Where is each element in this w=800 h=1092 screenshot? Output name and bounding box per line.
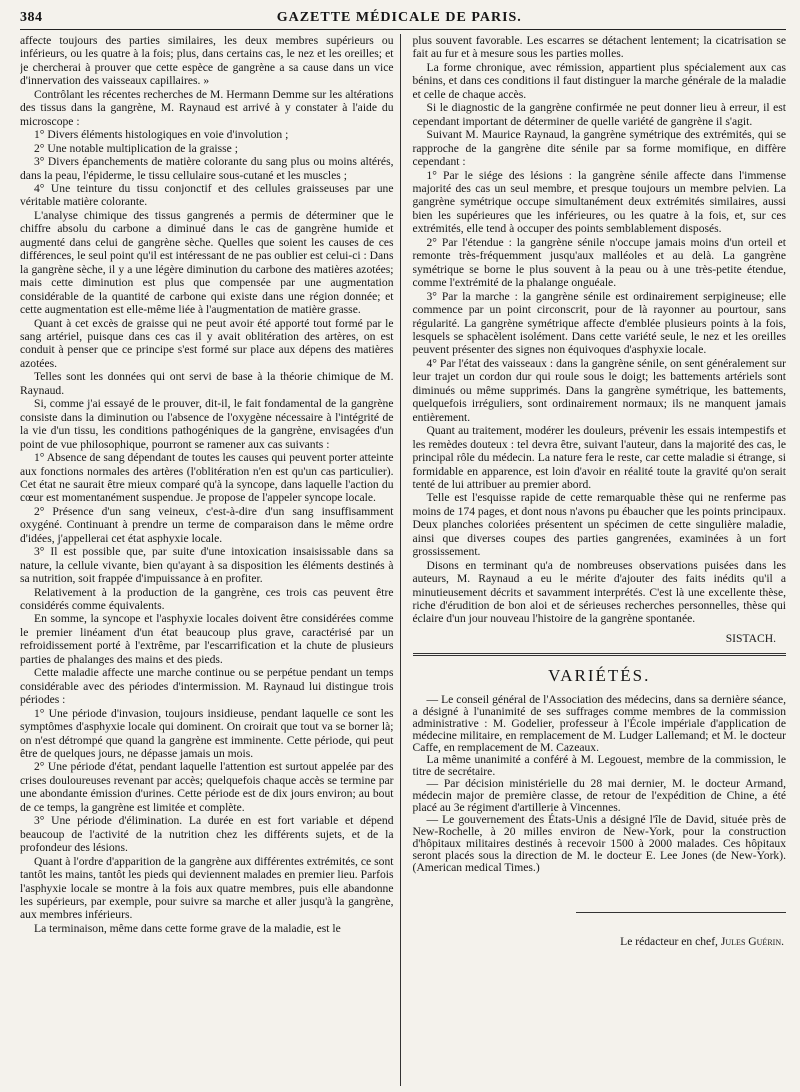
paragraph: 2° Par l'étendue : la gangrène sénile n'occupe jamais moins d'un orteil et remonte très-fréquemment jusqu'aux malléoles et au delà. La gangrène symétrique se borne le plus souvent à la peau ou à une très-petite étendue, comme l'extrémité de la phalange onguéale. — [412, 235, 786, 290]
paragraph: 1° Par le siége des lésions : la gangrène sénile affecte dans l'immense majorité des cas un seul membre, et presque toujours un membre pelvien. La gangrène symétrique occupe simultanément deux extrémités similaires, aussi bien les supérieures que les inférieures, ou les quatre à la fois, et, sur ces extrémités, elle tend à occuper des points semblablement disposés. — [412, 168, 786, 236]
columns — [20, 34, 786, 1086]
section-title: VARIÉTÉS. — [548, 665, 651, 685]
paragraph: Contrôlant les récentes recherches de M. Hermann Demme sur les altérations des tissus dans la gangrène, M. Raynaud est arrivé à y constater à l'aide du microscope : — [20, 87, 394, 128]
paragraph: affecte toujours des parties similaires, les deux membres supérieurs ou inférieurs, ou les quatre à la fois; plus, dans certains cas, le nez et les oreilles; et je chercherai à prouver que cette espèce de gangrène a sa cause dans un vice d'innervation des vaisseaux capillaires. » — [20, 34, 394, 88]
paragraph: Telles sont les données qui ont servi de base à la théorie chimique de M. Raynaud. — [20, 370, 394, 397]
paragraph: La terminaison, même dans cette forme grave de la maladie, est le — [34, 921, 341, 935]
news-item: — Le gouvernement des États-Unis a désigné l'île de David, située près de New-Rochelle, à 20 milles environ de New-York, pour la construction d'hôpitaux militaires destinés à recevoir 1500 à 2000 malades. Ces hôpitaux seront placés sous la direction de M. le docteur E. Lee Jones (de New-York). (American medical Times.) — [412, 812, 786, 874]
paragraph: 3° Divers épanchements de matière colorante du sang plus ou moins altérés, dans la peau, l'épiderme, le tissu cellulaire sous-cutané et les muscles ; — [20, 155, 394, 182]
closing-rule — [576, 912, 786, 913]
paragraph: En somme, la syncope et l'asphyxie locales doivent être considérées comme le premier linéament d'un état beaucoup plus grave, caractérisé par un refroidissement porté à l'extrême, par l'escarrification et la chute de plusieurs parties de phalanges des mains et des pieds. — [20, 612, 394, 666]
paragraph: La forme chronique, avec rémission, appartient plus spécialement aux cas bénins, et dans ces conditions il faut distinguer la marche générale de la maladie et celle de chaque accès. — [412, 60, 786, 101]
editor-name: Jules Guérin. — [720, 934, 784, 948]
paragraph: 3° Une période d'élimination. La durée en est fort variable et dépend beaucoup de l'activité de la nutrition chez les différents sujets, et de la profondeur des lésions. — [20, 814, 394, 855]
page-number: 384 — [20, 10, 43, 25]
paragraph: Si, comme j'ai essayé de le prouver, dit-il, le fait fondamental de la gangrène consiste dans la diminution ou l'absence de l'oxygène nécessaire à l'intégrité de la vie d'un tissu, les conditions pathogéniques de la gangrène, envisagées d'un point de vue philosophique, pourront se ramener aux cas suivants : — [20, 397, 394, 451]
paragraph: Quant à l'ordre d'apparition de la gangrène aux différentes extrémités, ce sont tantôt les mains, tantôt les pieds qui deviennent malades en premier lieu. Parfois l'asphyxie locale se montre à la fois aux quatre membres, puis elle abandonne les supérieurs, par exemple, pour suivre sa marche et aller jusqu'à la gangrène, aux membres inférieurs. — [20, 854, 394, 922]
news-item: La même unanimité a conféré à M. Legouest, membre de la commission, le titre de secrétaire. — [412, 752, 786, 778]
paragraph: Telle est l'esquisse rapide de cette remarquable thèse qui ne renferme pas moins de 174 pages, et dont nous n'avons pu ébaucher que les points principaux. Deux planches coloriées présentent un spécimen de cette singulière maladie, ainsi que diverses coupes des parties gangrenées, examinées à un fort grossissement. — [412, 491, 786, 559]
paragraph: 2° Une notable multiplication de la graisse ; — [34, 141, 238, 155]
paragraph: 1° Absence de sang dépendant de toutes les causes qui peuvent porter atteinte aux fonctions normales des artères (l'oblitération n'en est qu'un cas particulier). Cet état ne saurait être mieux comparé qu'à la syncope, dans laquelle l'action du cœur est momentanément suspendue. Je propose de l'appeler syncope locale. — [20, 451, 394, 505]
running-head — [20, 10, 786, 30]
paragraph: 1° Divers éléments histologiques en voie d'involution ; — [34, 128, 289, 142]
paragraph: plus souvent favorable. Les escarres se détachent lentement; la cicatrisation se fait au fur et à mesure sous les parties molles. — [412, 34, 786, 61]
paragraph: 3° Il est possible que, par suite d'une intoxication insaisissable dans sa nature, la cellule vivante, bien qu'ayant à sa disposition les éléments destinés à sa nutrition, soit frappée d'impuissance à en profiter. — [20, 545, 394, 586]
paragraph: Cette maladie affecte une marche continue ou se perpétue pendant un temps considérable avec des périodes d'intermission. M. Raynaud lui distingue trois périodes : — [20, 666, 394, 707]
paragraph: Disons en terminant qu'a de nombreuses observations puisées dans les auteurs, M. Raynaud a eu le mérite d'ajouter des faits inédits qu'il a minutieusement décrits et savamment interprétés. C'est là une excellente thèse, riche d'érudition de bon aloi et de sérieuses recherches personnelles, thèse qui éclaire d'un jour nouveau l'histoire de la gangrène spontanée. — [412, 558, 786, 626]
paragraph: 4° Une teinture du tissu conjonctif et des cellules graisseuses par une véritable matière colorante. — [20, 181, 394, 209]
paragraph: 2° Présence d'un sang veineux, c'est-à-dire d'un sang insuffisamment oxygéné. Continuant à prendre un terme de comparaison dans le même ordre d'idées, j'appellerai cet état asphyxie locale. — [20, 504, 394, 545]
paragraph: Relativement à la production de la gangrène, ces trois cas peuvent être considérés comme équivalents. — [20, 585, 394, 613]
author-signature: SISTACH. — [725, 631, 776, 645]
editor-line — [413, 935, 785, 948]
paragraph: Suivant M. Maurice Raynaud, la gangrène symétrique des extrémités, qui se rapproche de la gangrène dite sénile par sa forme momifique, en diffère cependant : — [412, 128, 786, 169]
news-item: — Par décision ministérielle du 28 mai dernier, M. le docteur Armand, médecin major de première classe, de retour de l'expédition de Chine, a été placé au 3e régiment d'artillerie à Vincennes. — [412, 776, 786, 814]
varietes-section — [413, 694, 787, 874]
paragraph: Quant au traitement, modérer les douleurs, prévenir les essais intempestifs et les remèdes douteux : tel devra être, suivant l'auteur, dans la majorité des cas, le principal rôle du médecin. La nature fera le reste, car cette maladie si étrange, si formidable en apparence, est loin d'avoir en réalité toute la gravité qu'on serait tenté de lui attribuer au premier abord. — [412, 424, 786, 491]
news-item: — Le conseil général de l'Association des médecins, dans sa dernière séance, a désigné à l'unanimité de ses suffrages comme membres de la commission administrative : M. Godelier, professeur à l'École impériale d'application de médecine militaire, en remplacement de M. Ludger Lallemand; et M. le docteur Caffe, en remplacement de M. Cazeaux. — [412, 692, 786, 754]
section-divider — [413, 653, 787, 656]
paragraph: Si le diagnostic de la gangrène confirmée ne peut donner lieu à erreur, il est cependant important de déterminer de quelle variété de gangrène il s'agit. — [412, 101, 786, 128]
right-column — [411, 34, 787, 1086]
journal-title: GAZETTE MÉDICALE DE PARIS. — [276, 10, 522, 25]
paragraph: 3° Par la marche : la gangrène sénile est ordinairement serpigineuse; elle commence par un point circonscrit, pour de là rayonner au pourtour, sans régularité. La gangrène symétrique affecte d'emblée plusieurs points à la fois, lesquels se sphacèlent isolément. Dans cette variété seule, le nez et les oreilles peuvent présenter des signes non équivoques d'asphyxie locale. — [412, 289, 786, 357]
editor-label: Le rédacteur en chef, — [620, 934, 718, 948]
paragraph: 2° Une période d'état, pendant laquelle l'attention est surtout appelée par des crises douloureuses revenant par accès; quelquefois chaque accès se termine par une abondante émission d'urines. Cette période est de dix jours environ; au bout de ce temps, la gangrène est limitée et complète. — [20, 760, 394, 814]
paragraph: 1° Une période d'invasion, toujours insidieuse, pendant laquelle ce sont les symptômes d'asphyxie locale qui dominent. On croirait que tout va se borner là; on n'est détrompé que quand la gangrène est imminente. Cette période, qui peut être de quelques jours, ne dépasse jamais un mois. — [20, 706, 394, 761]
paragraph: Quant à cet excès de graisse qui ne peut avoir été apporté tout formé par le sang artériel, puisque dans ces cas il y avait oblitération des artères, on est conduit à penser que ce principe s'est formé sur place aux dépens des matières azotées. — [20, 316, 394, 370]
paragraph: L'analyse chimique des tissus gangrenés a permis de déterminer que le chiffre absolu du carbone a diminué dans le cas de gangrène humide et augmenté dans celui de gangrène sèche. Quelles que soient les causes de ces différences, le seul point qu'il est intéressant de ne pas oublier est celui-ci : Dans la gangrène sèche, il y a une légère diminution du carbone des matières azotées; mais cette diminution est plus que compensée par une augmentation considérable de la quantité de carbone qui existe dans une région donnée; et cette augmentation est elle-même liée à l'augmentation de matière grasse. — [20, 208, 394, 317]
paragraph: 4° Par l'état des vaisseaux : dans la gangrène sénile, on sent généralement sur leur trajet un cordon dur qui roule sous le doigt; les battements artériels sont diminués ou même supprimés. Dans la gangrène symétrique, les battements, quelquefois irréguliers, sont ordinairement normaux; ils ne manquent jamais entièrement. — [412, 356, 786, 424]
left-column — [20, 34, 401, 1086]
